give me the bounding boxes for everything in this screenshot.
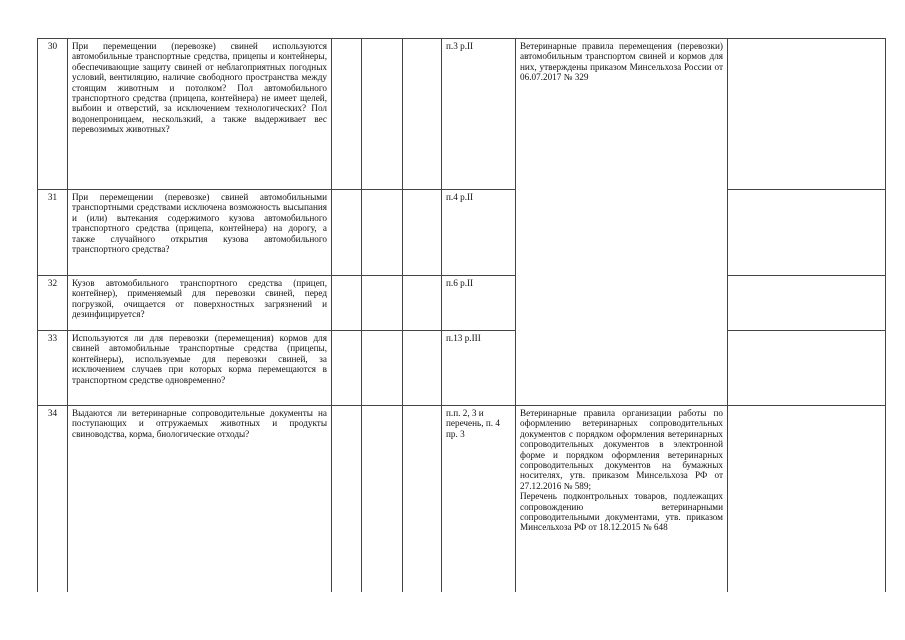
answer-yes-cell xyxy=(332,276,362,331)
note-cell xyxy=(728,331,886,406)
requirements-table xyxy=(37,38,886,592)
answer-no-cell xyxy=(362,190,403,276)
reference-cell: п.13 р.III xyxy=(442,331,516,406)
row-number: 30 xyxy=(38,39,68,190)
row-number: 33 xyxy=(38,331,68,406)
reference-cell: п.4 р.II xyxy=(442,190,516,276)
table-row xyxy=(38,39,886,190)
question-cell: При перемещении (перевозке) свиней автомобильными транспортными средствами исключена возможность высыпания и (или) вытекания содержимого кузова автомобильного транспортного средства (прицепа, контейнера) на дорогу, а также случайного открытия кузова автомобильного транспортного средства? xyxy=(68,190,332,276)
question-cell: Используются ли для перевозки (перемещения) кормов для свиней автомобильные транспортные средства (прицепы, контейнеры), используемые для перевозки свиней, за исключением случаев при которых корма перемещаются в транспортном средстве одновременно? xyxy=(68,331,332,406)
table-row xyxy=(38,406,886,593)
row-number: 31 xyxy=(38,190,68,276)
note-cell xyxy=(728,276,886,331)
answer-na-cell xyxy=(403,276,442,331)
answer-na-cell xyxy=(403,190,442,276)
note-cell xyxy=(728,190,886,276)
answer-na-cell xyxy=(403,331,442,406)
answer-no-cell xyxy=(362,331,403,406)
table-row xyxy=(38,190,886,276)
table-row xyxy=(38,276,886,331)
reference-cell: п.п. 2, 3 и перечень, п. 4 пр. 3 xyxy=(442,406,516,593)
note-cell xyxy=(728,39,886,190)
question-cell: Кузов автомобильного транспортного средства (прицеп, контейнер), применяемый для перевозки свиней, перед погрузкой, очищается от поверхностных загрязнений и дезинфицируется? xyxy=(68,276,332,331)
legal-act-cell: Ветеринарные правила перемещения (перевозки) автомобильным транспортом свиней и кормов для них, утверждены приказом Минсельхоза России от 06.07.2017 № 329 xyxy=(516,39,728,406)
reference-cell: п.3 р.II xyxy=(442,39,516,190)
row-number: 34 xyxy=(38,406,68,593)
question-cell: При перемещении (перевозке) свиней используются автомобильные транспортные средства, прицепы и контейнеры, обеспечивающие защиту свиней от неблагоприятных погодных условий, вентиляцию, наличие свободного пространства между стоящим животным и потолком? Пол автомобильного транспортного средства (прицепа, контейнера) не имеет щелей, выбоин и отверстий, за исключением технологических? Пол водонепроницаем, нескользкий, а также выдерживает вес перевозимых животных? xyxy=(68,39,332,190)
legal-act-cell: Ветеринарные правила организации работы по оформлению ветеринарных сопроводительных документов с порядком оформления ветеринарных сопроводительных документов в электронной форме и порядком оформления ветеринарных сопроводительных документов на бумажных носителях, утв. приказом Минсельхоза РФ от 27.12.2016 № 589; Перечень подконтрольных товаров, подлежащих сопровождению ветеринарными сопроводительными документами, утв. приказом Минсельхоза РФ от 18.12.2015 № 648 xyxy=(516,406,728,593)
table-row xyxy=(38,331,886,406)
row-number: 32 xyxy=(38,276,68,331)
question-cell: Выдаются ли ветеринарные сопроводительные документы на поступающих и отгружаемых животных и продукты свиноводства, корма, биологические отходы? xyxy=(68,406,332,593)
answer-no-cell xyxy=(362,406,403,593)
answer-no-cell xyxy=(362,39,403,190)
answer-na-cell xyxy=(403,39,442,190)
answer-yes-cell xyxy=(332,406,362,593)
note-cell xyxy=(728,406,886,593)
answer-yes-cell xyxy=(332,39,362,190)
answer-na-cell xyxy=(403,406,442,593)
reference-cell: п.6 р.II xyxy=(442,276,516,331)
answer-yes-cell xyxy=(332,190,362,276)
answer-no-cell xyxy=(362,276,403,331)
answer-yes-cell xyxy=(332,331,362,406)
